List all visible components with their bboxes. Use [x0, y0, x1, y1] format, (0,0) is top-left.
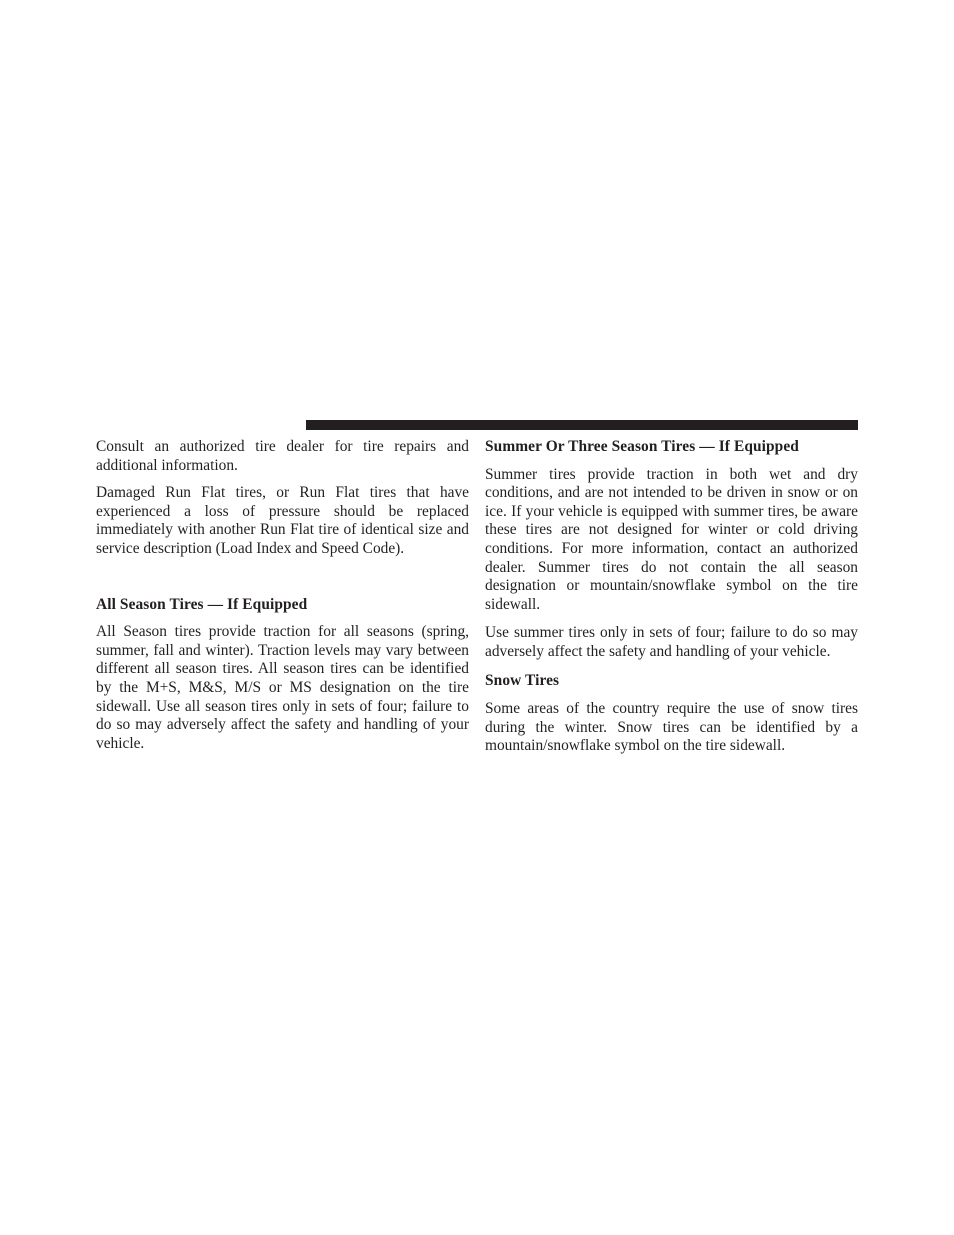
section-header-bar: [306, 420, 858, 430]
right-column: [485, 438, 858, 756]
all-season-paragraph: All Season tires provide traction for all seasons (spring, summer, fall and winter). Traction levels may vary between different all season tires. All season tires can be identified by the M+S, M&S, M/S or MS designation on the tire sidewall. Use all season tires only in sets of four; failure to do so may adversely affect the safety and handling of your vehicle.: [96, 623, 469, 752]
dealer-consult-paragraph: Consult an authorized tire dealer for tire repairs and additional information.: [96, 438, 469, 474]
summer-tires-paragraph: Summer tires provide traction in both wet and dry conditions, and are not intended to be driven in snow or on ice. If your vehicle is equipped with summer tires, be aware these tires are not designed for winter or cold driving conditions. For more information, contact an authorized dealer. Summer tires do not contain the all season designation or mountain/snowflake symbol on the tire sidewall.: [485, 465, 858, 613]
left-column: [96, 438, 469, 753]
run-flat-replacement-paragraph: Damaged Run Flat tires, or Run Flat tires that have experienced a loss of pressure should be replaced immediately with another Run Flat tire of identical size and service description (Load Index and Speed Code).: [96, 484, 469, 557]
summer-tires-sets-paragraph: Use summer tires only in sets of four; failure to do so may adversely affect the safety and handling of your vehicle.: [485, 624, 858, 660]
snow-tires-paragraph: Some areas of the country require the use of snow tires during the winter. Snow tires can be identified by a mountain/snowflake symbol on the tire sidewall.: [485, 700, 858, 755]
snow-tires-heading: Snow Tires: [485, 671, 560, 689]
summer-tires-heading: Summer Or Three Season Tires — If Equipped: [485, 438, 799, 455]
all-season-heading: All Season Tires — If Equipped: [96, 595, 308, 613]
